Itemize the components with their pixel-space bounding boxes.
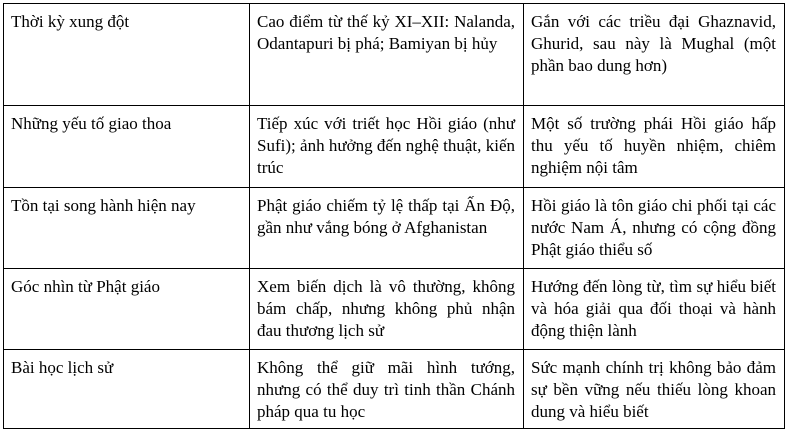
table-row	[4, 4, 785, 106]
comparison-table	[3, 3, 785, 429]
row-topic-cell: Thời kỳ xung đột	[4, 4, 250, 106]
row-topic-cell: Những yếu tố giao thoa	[4, 106, 250, 188]
islam-cell: Một số trường phái Hồi giáo hấp thu yếu tố huyền nhiệm, chiêm nghiệm nội tâm	[524, 106, 785, 188]
row-topic-cell: Tồn tại song hành hiện nay	[4, 188, 250, 269]
buddhism-cell: Xem biến dịch là vô thường, không bám chấp, nhưng không phủ nhận đau thương lịch sử	[250, 269, 524, 350]
row-topic-cell: Bài học lịch sử	[4, 350, 250, 429]
buddhism-cell: Không thể giữ mãi hình tướng, nhưng có thể duy trì tinh thần Chánh pháp qua tu học	[250, 350, 524, 429]
islam-cell: Gắn với các triều đại Ghaznavid, Ghurid, sau này là Mughal (một phần bao dung hơn)	[524, 4, 785, 106]
islam-cell: Sức mạnh chính trị không bảo đảm sự bền vững nếu thiếu lòng khoan dung và hiểu biết	[524, 350, 785, 429]
table-row	[4, 188, 785, 269]
buddhism-cell: Cao điểm từ thế kỷ XI–XII: Nalanda, Odantapuri bị phá; Bamiyan bị hủy	[250, 4, 524, 106]
table-row	[4, 106, 785, 188]
islam-cell: Hồi giáo là tôn giáo chi phối tại các nước Nam Á, nhưng có cộng đồng Phật giáo thiểu số	[524, 188, 785, 269]
buddhism-cell: Tiếp xúc với triết học Hồi giáo (như Sufi); ảnh hưởng đến nghệ thuật, kiến trúc	[250, 106, 524, 188]
table-row	[4, 350, 785, 429]
row-topic-cell: Góc nhìn từ Phật giáo	[4, 269, 250, 350]
islam-cell: Hướng đến lòng từ, tìm sự hiểu biết và hóa giải qua đối thoại và hành động thiện lành	[524, 269, 785, 350]
buddhism-cell: Phật giáo chiếm tỷ lệ thấp tại Ấn Độ, gần như vắng bóng ở Afghanistan	[250, 188, 524, 269]
table-row	[4, 269, 785, 350]
